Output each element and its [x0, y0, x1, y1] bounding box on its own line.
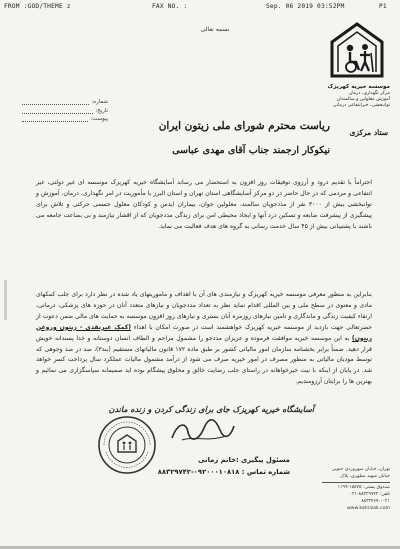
fax-page-number: P1 [379, 3, 387, 10]
org-desc-line2: آموزش معلولین و سالمندان [336, 97, 390, 102]
paragraph-2-part-2: به این موسسه خیریه موافقت فرموده و عزیزان مددجو را مشمول مراحم و الطاف انسان دوستانه و خدا پسندانه خویش قرار دهید. ضمناً برابر بخشنامه سازمان امور مالیاتی کشور بر طبق ماده ۱۷۲ قانون مالیاتهای مستقیم (بند۳)، صد در صد وجوهی که توسط مودیان مالیاتی به منظور مصرف در امور خیریه صرف می شود از درآمد مشمول مالیات عملکرد سال پرداخت کسر خواهد شد. در پایان از اینکه با نیت خیرخواهانه در راستای جلب رضایت خالق و مخلوق پیشگام بوده اید صمیمانه سپاسگزاری می نمائیم و بهترین ها را برایتان آرزومندیم. [36, 334, 372, 386]
kahrizak-logo-icon [328, 20, 386, 80]
letter-paragraph-1: احتراماً با تقدیم درود و آرزوی توفیقات روز افزون به استحضار می رساند آسایشگاه خیریه کهریزک موسسه ای غیر دولتی، غیر انتفاعی و مردمی که در حال حاضر در دو مرکز آسایشگاهی استان تهران و استان البرز با مأموریت در امر نگهداری، درمان، آموزش و توانبخشی بیش از ۳۰۰۰ نفر از مددجویان سالمند، معلولین جوان، بیماران ایدس و کودکان معلول جسمی حرکتی و تلاش برای پیشگیری از پیشرفت ضایعه و تسکین درد آنها و ایجاد محیطی امن برای زندگی مددجویان که از اقشار نیازمند و بی بضاعت جامعه می باشند با پشتیبانی بیش از ۴۵ سال خدمت رسانی به گروه های هدف فعالیت می نماید. [36, 179, 372, 230]
org-desc-line1: مرکز نگهداری، درمان [348, 91, 390, 96]
footer-divider [322, 482, 390, 483]
central-office-label: ستاد مرکزی [349, 128, 388, 137]
letterhead-logo-block [320, 20, 390, 108]
signature-slogan: آسایشگاه خیریه کهریزک جای برای زندگی کردن و زنده ماندن [108, 404, 314, 414]
footer-address [304, 466, 390, 513]
meta-date-row [22, 107, 108, 116]
letter-meta [22, 98, 108, 124]
recipient-name: نیکوکار ارجمند جناب آقای مهدی عباسی [172, 145, 330, 156]
scan-margin-mark [4, 280, 7, 320]
recipient-block [118, 118, 330, 158]
basmala: بسمه تعالی [200, 26, 230, 33]
meta-attachment-dots [22, 115, 88, 122]
footer-address-line1: تهران، خیابان سهروردی جنوبی [331, 467, 390, 472]
footer-postal: صندوق پستی: ۱۵۸۷۵-۱۱۹۹ [337, 484, 390, 490]
letter-paragraph-2 [36, 290, 372, 388]
recipient-title: ریاست محترم شورای ملی زیتون ایران [158, 120, 330, 132]
signature-block [90, 404, 314, 496]
meta-number-row [22, 98, 108, 107]
meta-date-label: تاریخ: [95, 107, 108, 114]
meta-date-dots [22, 107, 93, 114]
footer-phone-1: تلفن: ۸۸۳۲۹۷۴۲-۰۲۱ [349, 491, 390, 497]
donation-highlight: (کمک غیرنقدی - زیتون وروغن زیتون) [36, 323, 372, 342]
official-stamp-icon [96, 414, 158, 476]
meta-number-label: شماره: [91, 99, 108, 105]
footer-address-line2: خیابان شهید مطهری، پلاک [340, 474, 390, 480]
org-desc-line3: توانبخشی، خیرانتفاعی درمانی [332, 103, 390, 108]
contact-person: مسئول پیگیری :خانم زمانی [198, 456, 290, 464]
fax-date: Sep. 06 2019 03:52PM [266, 3, 345, 10]
footer-phone-2: ۸۸۳۲۴۶۷۰-۰۲۱ [361, 499, 390, 505]
meta-number-dots [22, 98, 89, 105]
fax-header [4, 3, 396, 15]
fax-from: FROM :GOD/THEME z [4, 3, 71, 10]
meta-attachment-row [22, 115, 108, 124]
org-name: موسسه خیریه کهریزک [327, 84, 390, 90]
fax-number: FAX NO. : [152, 3, 188, 10]
contact-phone: شماره تماس : ۰۹۲۰۰۰۱۰۸۱۸-۸۸۳۲۹۷۴۲ [157, 468, 290, 476]
handwritten-signature-icon [168, 416, 238, 446]
meta-attachment-label: پیوست: [90, 116, 108, 122]
footer-website: www.kahrizak.com [347, 506, 390, 512]
paragraph-2-part-1: بنابراین به منظور معرفی موسسه خیریه کهریزک و نیازمندی های آن با اهداف و ماموریتهای یاد شده در نظر دارد برای جلب کمکهای مادی و معنوی در سطح ملی و بین المللی اقدام نماید نظر به تعداد مددجویان و نیازهای متعدد آنان در حوزه های پزشکی، درمانی، ارتقاء کیفیت زندگی و ماندگاری و تامین نیازهای روزمره آنان بستری و نیازهای روز افزون موسسه به حمایت های مالی ضمن دعوت از حضرتعالی جهت بازدید از موسسه خیریه کهریزک خواهشمند است در صورت امکان با اهداء [36, 291, 372, 331]
